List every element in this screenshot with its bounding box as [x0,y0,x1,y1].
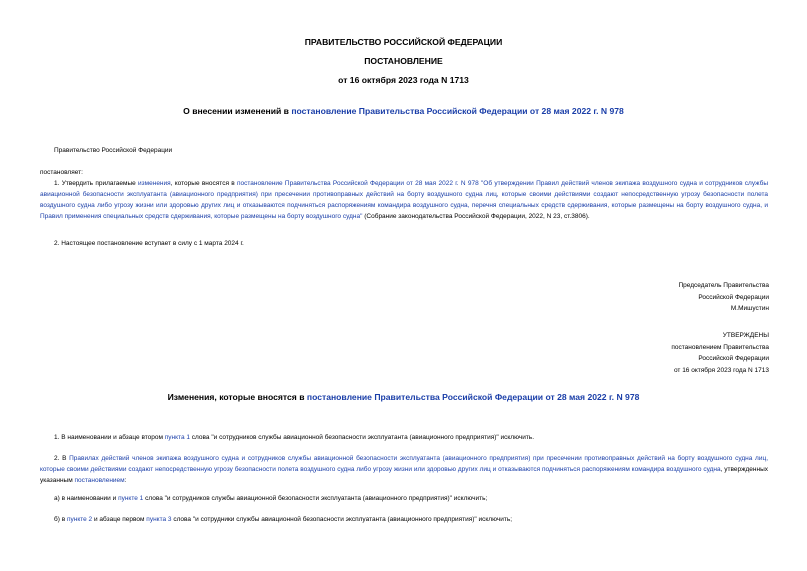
signature-title: Председатель Правительства [678,282,769,289]
c2-link-rules[interactable]: Правилах действий членов экипажа воздушного судна и сотрудников службы авиационной безопасности эксплуатанта (авиационного предприятия) при пресечении противоправных действий на борту воздушного судна лиц, которые своими действиями создают непосредственную угрозу безопасности полета воздушного судна либо угрозу жизни или здоровью других лиц и отказываются подчиняться распоряжениям командира воздушного судна [40,455,769,473]
c2-text-b: , утвержденных указанным [40,466,768,484]
p1-link-decree[interactable]: постановление Правительства Российской Федерации от 28 мая 2022 г. N 978 "Об утверждении Правил действий членов экипажа воздушного судна и сотрудников службы авиационной безопасности эксплуатанта (авиационного предприятия) при пресечении противоправных действий на борту воздушного судна лиц, которые своими действиями создают непосредственную угрозу безопасности полета воздушного судна либо угрозу жизни или здоровью других лиц и отказываются подчиняться распоряжениям командира воздушного судна, перечня специальных средств сдерживания, которые размещены на борту воздушного судна, и Правил применения специальных средств сдерживания, которые размещены на борту воздушного судна" [40,180,768,220]
cb-link-item2[interactable]: пункте 2 [66,516,93,523]
approval-line-3: Российской Федерации [698,355,769,362]
p1-text-b: , которые вносятся в [170,180,237,187]
changes-title-text: Изменения, которые вносятся в [167,392,307,402]
document-authority: ПРАВИТЕЛЬСТВО РОССИЙСКОЙ ФЕДЕРАЦИИ [304,37,503,47]
change-1 [40,432,768,443]
paragraph-2: 2. Настоящее постановление вступает в силу с 1 марта 2024 г. [54,240,244,247]
p1-text-a: 1. Утвердить прилагаемые [54,180,139,187]
cb-text-b: и абзаце первом [92,516,147,523]
c2-link-decree[interactable]: постановлением [74,477,125,484]
changes-title-link[interactable]: постановление Правительства Российской Федерации от 28 мая 2022 г. N 978 [306,392,640,402]
approval-block [469,330,769,376]
p1-text-c: (Собрание законодательства Российской Федерации, 2022, N 23, ст.3806). [362,213,590,220]
ca-text-a: а) в наименовании и [54,495,119,502]
changes-title [0,392,807,402]
signature-country: Российской Федерации [698,293,769,301]
c2-text-a: 2. В [54,455,70,462]
government-label: Правительство Российской Федерации [54,147,173,154]
signature-block [469,280,769,315]
title-text: О внесении изменений в [183,106,292,116]
change-b [40,514,768,525]
cb-text-c: слова "и сотрудники службы авиационной безопасности эксплуатанта (авиационного предприятия)" исключить; [171,516,513,523]
cb-text-a: б) в [54,516,67,523]
title-link[interactable]: постановление Правительства Российской Федерации от 28 мая 2022 г. N 978 [291,106,624,116]
change-a [40,493,768,504]
approval-line-1: УТВЕРЖДЕНЫ [722,332,769,339]
approval-line-2: постановлением Правительства [671,343,769,351]
change-2 [40,453,768,486]
ca-text-b: слова "и сотрудников службы авиационной безопасности эксплуатанта (авиационного предприятия)" исключить; [143,495,488,502]
resolves-label: постановляет: [40,169,83,176]
document-title [0,106,807,116]
signature-name: М.Мишустин [730,305,769,312]
c2-text-c: : [124,477,127,484]
cb-link-item3[interactable]: пункта 3 [146,516,172,523]
document-date: от 16 октября 2023 года N 1713 [338,75,469,85]
c1-link[interactable]: пункта 1 [164,434,190,441]
approval-line-4: от 16 октября 2023 года N 1713 [673,366,769,374]
c1-text-b: слова "и сотрудников службы авиационной безопасности эксплуатанта (авиационного предприятия)" исключить. [190,434,535,441]
c1-text-a: 1. В наименовании и абзаце втором [54,434,165,441]
p1-link-changes[interactable]: изменения [138,180,171,187]
paragraph-1 [40,178,768,222]
document-type: ПОСТАНОВЛЕНИЕ [364,56,443,66]
ca-link[interactable]: пункте 1 [118,495,144,502]
